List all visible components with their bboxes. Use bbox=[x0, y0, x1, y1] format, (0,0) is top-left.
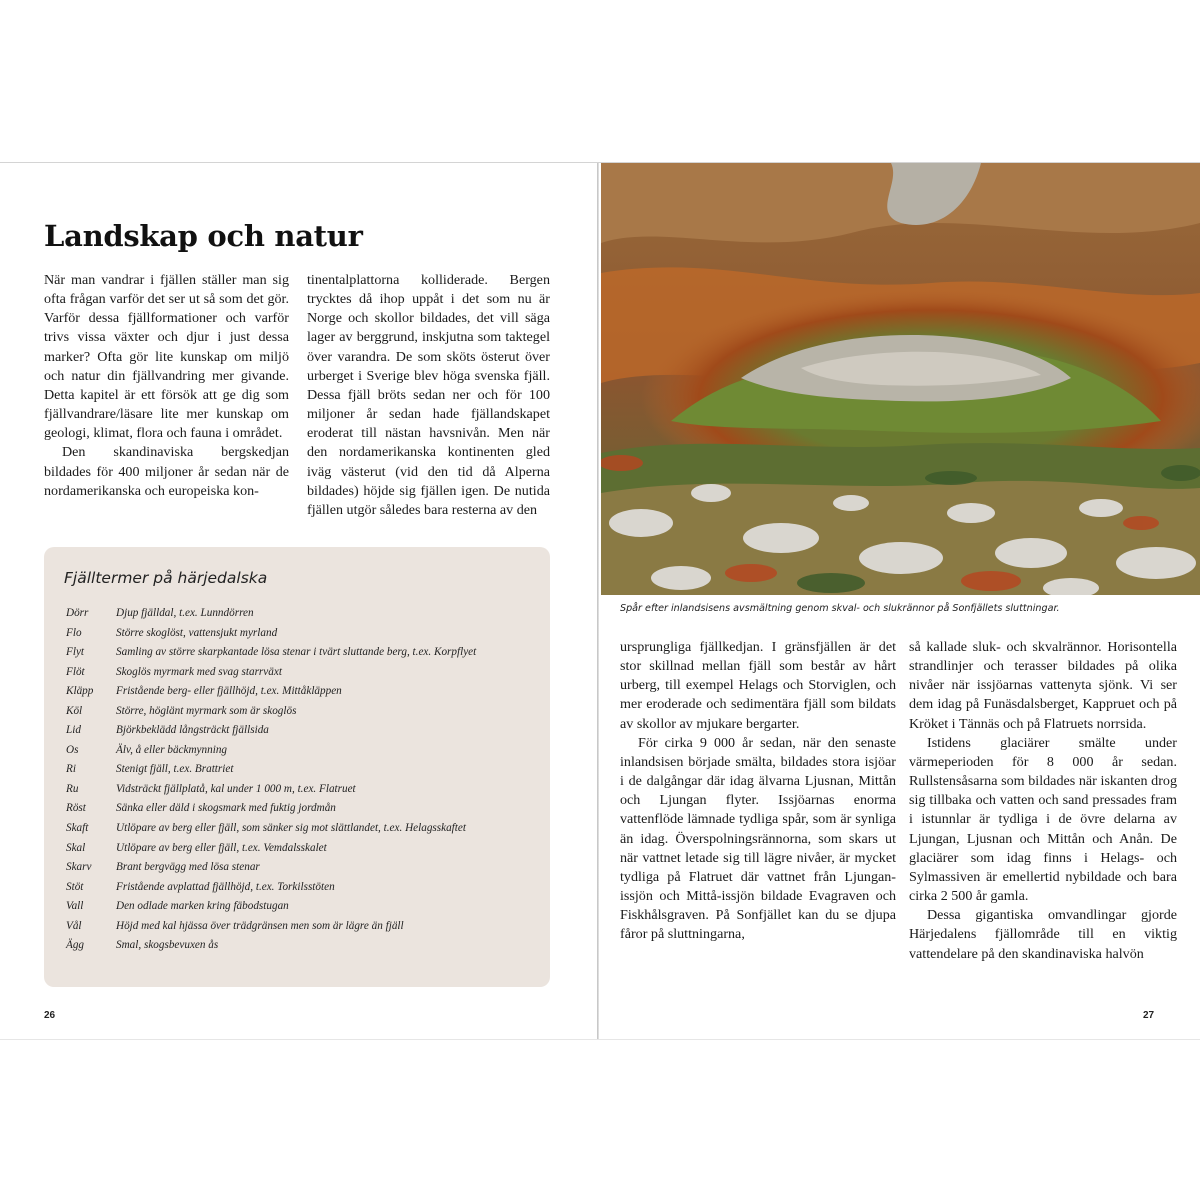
glossary-term bbox=[66, 760, 546, 780]
term-word: Flöt bbox=[66, 665, 85, 678]
glossary-term bbox=[66, 721, 546, 741]
term-definition: Djup fjälldal, t.ex. Lunndörren bbox=[116, 607, 254, 619]
term-definition: Större skoglöst, vattensjukt myrland bbox=[116, 626, 278, 639]
term-word: Ri bbox=[66, 763, 76, 776]
paragraph: Den skandinaviska bergskedjan bildades för 400 miljoner år sedan när de nordamerikanska och europeiska kon- bbox=[44, 444, 289, 499]
term-definition: Fristående berg- eller fjällhöjd, t.ex. Mittåkläppen bbox=[116, 685, 342, 698]
paragraph: Dessa gigantiska omvandlingar gjorde Härjedalens fjällområde till en viktig vattendelare på den skandinaviska halvön bbox=[909, 907, 1177, 962]
glossary-box bbox=[44, 547, 550, 987]
glossary-term bbox=[66, 663, 546, 683]
term-word: Os bbox=[66, 743, 79, 756]
term-definition: Den odlade marken kring fäbodstugan bbox=[116, 900, 289, 913]
photo-caption: Spår efter inlandsisens avsmältning genom skval- och slukrännor på Sonfjällets sluttningar. bbox=[620, 603, 1060, 614]
term-word: Lid bbox=[66, 724, 81, 737]
term-word: Stöt bbox=[66, 880, 84, 893]
term-definition: Smal, skogsbevuxen ås bbox=[116, 939, 219, 952]
term-word: Skaft bbox=[66, 822, 89, 835]
term-word: Dörr bbox=[66, 607, 89, 619]
page-number: 26 bbox=[44, 1010, 56, 1021]
book-spread bbox=[0, 162, 1200, 1040]
term-definition: Älv, å eller bäckmynning bbox=[116, 743, 228, 756]
glossary-term bbox=[66, 819, 546, 839]
glossary-term bbox=[66, 624, 546, 644]
term-word: Vål bbox=[66, 919, 82, 932]
glossary-term bbox=[66, 741, 546, 761]
paragraph: För cirka 9 000 år sedan, när den senaste inlandsisen började smälta, bildades stora isjöar i de dalgångar där idag älvarna Ljusnan, Mittån och Ljungan flyter. Issjöarnas enorma vattenflöde lämnade tydliga spår, som är synliga än idag. Överspolningsrännorna, som skars ut när vattnet letade sig till lägre nivåer, är mycket tydliga på Flatruet där vattnet från Ljungan-issjön och Mittå-issjön bildade Evagraven och Fiskhålsgraven. På Sonfjället kan du se djupa fåror på sluttningarna, bbox=[620, 734, 896, 943]
paragraph: så kallade sluk- och skvalrännor. Horisontella strandlinjer och terasser bildades på olika nivåer när issjöarnas vattenyta sjönk. Vi ser dem idag på Funäsdalsberget, Kappruet och på Kröket i Tännäs och på Flatruets norrsida. bbox=[909, 639, 1177, 732]
term-word: Skarv bbox=[66, 861, 92, 874]
term-definition: Höjd med kal hjässa över trädgränsen men som är lägre än fjäll bbox=[116, 919, 404, 932]
term-definition: Vidsträckt fjällplatå, kal under 1 000 m, t.ex. Flatruet bbox=[116, 782, 356, 795]
term-word: Ägg bbox=[66, 939, 85, 952]
left-column-1 bbox=[44, 271, 289, 501]
left-page bbox=[0, 163, 597, 1039]
glossary-term bbox=[66, 604, 546, 624]
paragraph: tinentalplattorna kolliderade. Bergen trycktes då ihop uppåt i det som nu är Norge och skollor bildades, det vill säga lager av berggrund, inskjutna som taktegel över varandra. De som sköts österut över urberget i Sverige blev höga svenska fjäll. Dessa fjäll bröts sedan ner och för 100 miljoner år sedan hade fjällandskapet eroderat till nästan havsnivån. Men när den nordamerikanska kontinenten gled iväg västerut (vid den tid då Alperna bildades) höjde sig fjällen igen. De nutida fjällen utgör således bara resterna av den bbox=[307, 272, 550, 518]
term-definition: Utlöpare av berg eller fjäll, som sänker sig mot slättlandet, t.ex. Helagsskaftet bbox=[116, 822, 466, 835]
glossary-term bbox=[66, 702, 546, 722]
term-word: Röst bbox=[66, 802, 86, 815]
term-definition: Samling av större skarpkantade lösa stenar i tvärt sluttande berg, t.ex. Korpflyet bbox=[116, 646, 477, 659]
landscape-photo bbox=[601, 163, 1200, 595]
term-definition: Stenigt fjäll, t.ex. Brattriet bbox=[116, 763, 234, 776]
left-column-2 bbox=[307, 271, 550, 520]
term-definition: Utlöpare av berg eller fjäll, t.ex. Vemdalsskalet bbox=[116, 841, 327, 854]
term-definition: Fristående avplattad fjällhöjd, t.ex. Torkilsstöten bbox=[116, 880, 335, 893]
term-word: Skal bbox=[66, 841, 86, 854]
term-word: Flyt bbox=[66, 646, 85, 659]
paragraph: När man vandrar i fjällen ställer man sig ofta frågan varför det ser ut så som det gör. Varför dessa fjällformationer och varför trivs vissa växter och djur i just dessa marker? Ofta gör lite kunskap om miljö och natur din fjällvandring mer givande. Detta kapitel är ett försök att ge dig som fjällvandrare/läsare lite mer kunskap om geologi, klimat, flora och fauna i området. bbox=[44, 272, 289, 442]
glossary-term bbox=[66, 682, 546, 702]
term-definition: Björkbeklädd långsträckt fjällsida bbox=[116, 724, 269, 737]
term-definition: Större, höglänt myrmark som är skoglös bbox=[116, 704, 297, 717]
chapter-title: Landskap och natur bbox=[44, 219, 363, 253]
glossary-term bbox=[66, 858, 546, 878]
term-word: Flo bbox=[66, 626, 82, 639]
glossary-term bbox=[66, 839, 546, 859]
glossary-term bbox=[66, 799, 546, 819]
term-definition: Sänka eller däld i skogsmark med fuktig jordmån bbox=[116, 802, 336, 815]
right-column-2 bbox=[909, 638, 1177, 964]
term-word: Vall bbox=[66, 900, 84, 913]
glossary-term bbox=[66, 917, 546, 937]
glossary-term bbox=[66, 897, 546, 917]
right-column-1 bbox=[620, 638, 896, 945]
term-word: Köl bbox=[66, 704, 83, 717]
glossary-term bbox=[66, 936, 546, 956]
right-page bbox=[599, 163, 1200, 1039]
glossary-term bbox=[66, 780, 546, 800]
term-definition: Skoglös myrmark med svag starrväxt bbox=[116, 665, 282, 678]
term-word: Ru bbox=[66, 782, 79, 795]
glossary-list bbox=[66, 604, 546, 956]
paragraph: Istidens glaciärer smälte under värmeperioden för 8 000 år sedan. Rullstensåsarna som bildades när iskanten drog sig tillbaka och vatten och sand pressades fram i istunnlar är tydliga i de övre delarna av Ljungan, Ljusnan och Mittån och Anån. De glaciärer som idag finns i Helags- och Sylmassiven är emellertid nybildade och bara cirka 2 500 år gamla. bbox=[909, 734, 1177, 905]
glossary-term bbox=[66, 878, 546, 898]
term-word: Kläpp bbox=[66, 685, 94, 698]
glossary-term bbox=[66, 643, 546, 663]
page-number: 27 bbox=[1143, 1010, 1155, 1021]
paragraph: ursprungliga fjällkedjan. I gränsfjällen är det stor skillnad mellan fjäll som består av hårt urberg, till exempel Helags och Storviglen, och mer eroderade och sedimentära fjäll som bildats av skollor av mjukare bergarter. bbox=[620, 639, 896, 732]
term-definition: Brant bergvägg med lösa stenar bbox=[116, 861, 260, 874]
glossary-title: Fjälltermer på härjedalska bbox=[64, 569, 268, 587]
